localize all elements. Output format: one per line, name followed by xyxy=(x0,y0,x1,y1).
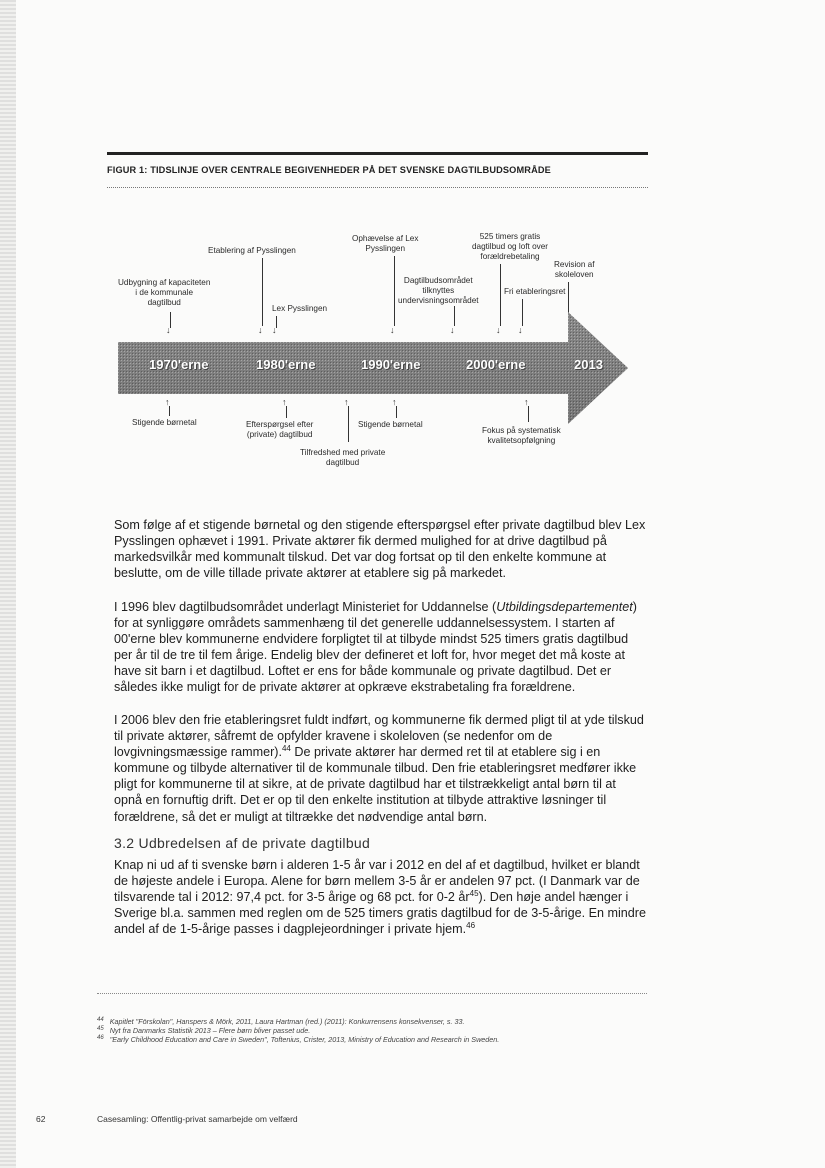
footnote-rule xyxy=(97,993,647,994)
label-fri-etableringsret: Fri etableringsret xyxy=(504,287,566,296)
label-dagtilbudsomraadet: Dagtilbudsområdet tilknyttes undervisningsområdet xyxy=(398,276,479,305)
arrow-down-icon: ↓ xyxy=(390,325,395,335)
footnote-ref-45: 45 xyxy=(469,889,479,899)
arrow-down-icon: ↓ xyxy=(496,325,501,335)
footnote-46: $^{46}$ "Early Childhood Education and Care in Sweden", Toftenius, Crister, 2013, Ministry of Education and Research in Sweden. xyxy=(97,1035,500,1044)
label-stigende-bornetal-2: Stigende børnetal xyxy=(358,420,423,429)
italic-term: Utbildingsdepartementet xyxy=(496,600,633,614)
label-tilfredshed: Tilfredshed med private dagtilbud xyxy=(300,448,386,467)
connector-fokus xyxy=(528,406,529,422)
paragraph-2: I 1996 blev dagtilbudsområdet underlagt Ministeriet for Uddannelse (Utbildingsdepartementet) for at synliggøre områdets sammenhæng til det generelle uddannelsessystem. I starten af 00'erne blev kommunerne endvidere forpligtet til at tilbyde mindst 525 timers gratis dagtilbud per år til de tre til fem årige. Endelig blev der defineret et loft for, hvor meget det må koste at have sit barn i et dagtilbud. Loftet er ens for både kommunale og private dagtilbud. Det er således ikke muligt for de private aktører at opkræve ekstrabetaling fra forældrene. xyxy=(114,600,637,695)
scan-edge xyxy=(0,0,16,1168)
era-2013: 2013 xyxy=(574,357,603,372)
figure-title-rule xyxy=(107,187,648,188)
arrow-down-icon: ↓ xyxy=(450,325,455,335)
arrow-up-icon: ↑ xyxy=(524,397,529,407)
label-ophaevelse: Ophævelse af Lex Pysslingen xyxy=(352,234,419,253)
footnote-44: $^{44}$ Kapitlet "Förskolan", Hanspers & Mörk, 2011, Laura Hartman (red.) (2011): Konkurrensens konsekvenser, s. 33. xyxy=(97,1017,465,1026)
arrow-up-icon: ↑ xyxy=(165,397,170,407)
arrow-up-icon: ↑ xyxy=(344,397,349,407)
label-525-timer: 525 timers gratis dagtilbud og loft over forældrebetaling xyxy=(472,232,549,261)
label-udbygning: Udbygning af kapaciteten i de kommunale dagtilbud xyxy=(118,278,211,307)
era-1970: 1970'erne xyxy=(149,357,209,372)
label-etablering: Etablering af Pysslingen xyxy=(208,246,296,255)
arrow-down-icon: ↓ xyxy=(258,325,263,335)
era-2000: 2000'erne xyxy=(466,357,526,372)
figure-top-rule xyxy=(107,152,648,155)
era-1990: 1990'erne xyxy=(361,357,421,372)
arrow-up-icon: ↑ xyxy=(392,397,397,407)
paragraph-3: I 2006 blev den frie etableringsret fuldt indført, og kommunerne fik dermed pligt til at yde tilskud til private aktører, såfremt de opfylder kravene i skoleloven (se nedenfor om de lovgivningsmæssige rammer).$^{44}$ De private aktører har dermed ret til at etablere sig i en kommune og tilbyde alternativer til de kommunale tilbud. Den frie etableringsret medfører ikke pligt for kommunerne til at sikre, at de private dagtilbud har et tilstrækkeligt antal børn til at opnå en fornuftig drift. Det er op til den enkelte institution at tilbyde attraktive løsninger til forældrene, så det er muligt at tiltrække det nødvendige antal børn. xyxy=(114,713,644,824)
page-number: 62 xyxy=(36,1114,46,1124)
label-fokus: Fokus på systematisk kvalitetsopfølgning xyxy=(482,426,561,445)
connector-tilfredshed xyxy=(348,406,349,442)
arrow-down-icon: ↓ xyxy=(272,325,277,335)
label-efterspoergsel: Efterspørgsel efter (private) dagtilbud xyxy=(246,420,314,439)
figure-title: FIGUR 1: TIDSLINJE OVER CENTRALE BEGIVENHEDER PÅ DET SVENSKE DAGTILBUDSOMRÅDE xyxy=(107,165,551,175)
connector-revision xyxy=(568,282,569,314)
running-footer: Casesamling: Offentlig-privat samarbejde om velfærd xyxy=(97,1114,298,1124)
footnote-45: $^{45}$ Nyt fra Danmarks Statistik 2013 – Flere børn bliver passet ude. xyxy=(97,1026,311,1035)
paragraph-1: Som følge af et stigende børnetal og den stigende efterspørgsel efter private dagtilbud blev Lex Pysslingen ophævet i 1991. Private aktører fik dermed mulighed for at drive dagtilbud på markedsvilkår med kommunalt tilskud. Det var dog fortsat op til den enkelte kommune at beslutte, om de ville tillade private aktører at etablere sig på markedet. xyxy=(114,518,646,581)
connector-stigende1 xyxy=(169,406,170,416)
footnote-ref-44: 44 xyxy=(281,744,291,754)
paragraph-4: Knap ni ud af ti svenske børn i alderen 1-5 år var i 2012 en del af et dagtilbud, hvilket er blandt de højeste andele i Europa. Alene for børn mellem 3-5 år er andelen 97 pct. (I Danmark var de tilsvarende tal i 2012: 97,4 pct. for 3-5 årige og 68 pct. for 0-2 $år^{45}$). Den høje andel hænger i Sverige bl.a. sammen med reglen om de 525 timers gratis dagtilbud for de 3-5-årige. En mindre andel af de 1-5-årige passes i dagplejeordninger i private hjem.$^{46}$ xyxy=(114,858,646,937)
arrow-down-icon: ↓ xyxy=(518,325,523,335)
section-heading: 3.2 Udbredelsen af de private dagtilbud xyxy=(114,835,371,851)
era-1980: 1980'erne xyxy=(256,357,316,372)
arrow-up-icon: ↑ xyxy=(282,397,287,407)
label-revision: Revision af skoleloven xyxy=(554,260,595,279)
connector-efterspoergsel xyxy=(286,406,287,418)
label-lex: Lex Pysslingen xyxy=(272,304,328,313)
footnote-ref-46: 46 xyxy=(466,921,476,931)
label-stigende-bornetal-1: Stigende børnetal xyxy=(132,418,197,427)
arrow-down-icon: ↓ xyxy=(166,325,171,335)
connector-stigende2 xyxy=(396,406,397,418)
